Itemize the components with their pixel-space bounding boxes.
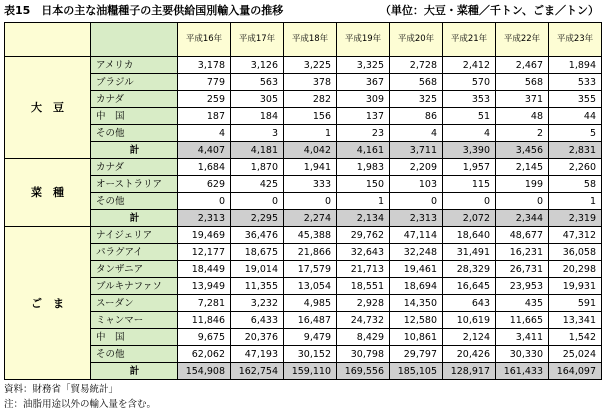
- value-cell: 3,325: [337, 57, 390, 74]
- value-cell: 629: [178, 176, 231, 193]
- table-row: [5, 346, 602, 363]
- total-value-cell: 4,181: [231, 142, 284, 159]
- value-cell: 21,713: [337, 261, 390, 278]
- value-cell: 9,675: [178, 329, 231, 346]
- value-cell: 199: [496, 176, 549, 193]
- value-cell: 0: [496, 193, 549, 210]
- country-cell: ブラジル: [91, 74, 178, 91]
- total-value-cell: 2,274: [284, 210, 337, 227]
- value-cell: 48,677: [496, 227, 549, 244]
- country-cell: ブルキナファソ: [91, 278, 178, 295]
- corner-cell-country: [91, 23, 178, 57]
- table-row: [5, 108, 602, 125]
- country-cell: スーダン: [91, 295, 178, 312]
- value-cell: 30,152: [284, 346, 337, 363]
- value-cell: 1: [284, 125, 337, 142]
- footnote: 注：油脂用途以外の輸入量を含む。: [4, 399, 157, 410]
- value-cell: 643: [443, 295, 496, 312]
- value-cell: 0: [231, 193, 284, 210]
- total-row: [5, 363, 602, 380]
- value-cell: 44: [549, 108, 602, 125]
- value-cell: 4: [443, 125, 496, 142]
- value-cell: 28,329: [443, 261, 496, 278]
- value-cell: 19,461: [390, 261, 443, 278]
- year-header: 平成18年: [284, 23, 337, 57]
- group-label: ご ま: [5, 227, 91, 380]
- value-cell: 16,231: [496, 244, 549, 261]
- value-cell: 563: [231, 74, 284, 91]
- total-value-cell: 169,556: [337, 363, 390, 380]
- value-cell: 26,731: [496, 261, 549, 278]
- value-cell: 378: [284, 74, 337, 91]
- value-cell: 1,542: [549, 329, 602, 346]
- value-cell: 13,054: [284, 278, 337, 295]
- value-cell: 31,491: [443, 244, 496, 261]
- value-cell: 367: [337, 74, 390, 91]
- value-cell: 570: [443, 74, 496, 91]
- year-header: 平成21年: [443, 23, 496, 57]
- table-row: [5, 295, 602, 312]
- value-cell: 11,665: [496, 312, 549, 329]
- value-cell: 184: [231, 108, 284, 125]
- value-cell: 309: [337, 91, 390, 108]
- table-row: [5, 125, 602, 142]
- value-cell: 3,126: [231, 57, 284, 74]
- country-cell: 中 国: [91, 329, 178, 346]
- total-value-cell: 3,711: [390, 142, 443, 159]
- value-cell: 18,449: [178, 261, 231, 278]
- value-cell: 4: [178, 125, 231, 142]
- value-cell: 19,469: [178, 227, 231, 244]
- table-row: [5, 176, 602, 193]
- header-row: [5, 23, 602, 57]
- value-cell: 355: [549, 91, 602, 108]
- total-value-cell: 2,319: [549, 210, 602, 227]
- value-cell: 2,145: [496, 159, 549, 176]
- corner-cell: [5, 23, 91, 57]
- total-row: [5, 210, 602, 227]
- table-row: [5, 261, 602, 278]
- total-label: 計: [91, 142, 178, 159]
- value-cell: 2,124: [443, 329, 496, 346]
- value-cell: 150: [337, 176, 390, 193]
- year-header: 平成16年: [178, 23, 231, 57]
- year-header: 平成17年: [231, 23, 284, 57]
- total-value-cell: 161,433: [496, 363, 549, 380]
- value-cell: 47,312: [549, 227, 602, 244]
- value-cell: 1: [337, 193, 390, 210]
- value-cell: 156: [284, 108, 337, 125]
- table-row: [5, 193, 602, 210]
- value-cell: 45,388: [284, 227, 337, 244]
- value-cell: 3,232: [231, 295, 284, 312]
- value-cell: 137: [337, 108, 390, 125]
- total-value-cell: 4,407: [178, 142, 231, 159]
- unit-note: （単位：大豆・菜種／千トン、ごま／トン）: [379, 4, 599, 17]
- value-cell: 13,949: [178, 278, 231, 295]
- country-cell: タンザニア: [91, 261, 178, 278]
- total-label: 計: [91, 210, 178, 227]
- value-cell: 2,728: [390, 57, 443, 74]
- value-cell: 29,762: [337, 227, 390, 244]
- country-cell: 中 国: [91, 108, 178, 125]
- value-cell: 2: [496, 125, 549, 142]
- total-value-cell: 4,042: [284, 142, 337, 159]
- value-cell: 21,866: [284, 244, 337, 261]
- value-cell: 533: [549, 74, 602, 91]
- total-value-cell: 2,313: [390, 210, 443, 227]
- year-header: 平成23年: [549, 23, 602, 57]
- value-cell: 0: [284, 193, 337, 210]
- country-cell: その他: [91, 346, 178, 363]
- value-cell: 18,551: [337, 278, 390, 295]
- total-value-cell: 2,344: [496, 210, 549, 227]
- value-cell: 435: [496, 295, 549, 312]
- total-value-cell: 164,097: [549, 363, 602, 380]
- table-notes: [4, 382, 156, 412]
- value-cell: 10,861: [390, 329, 443, 346]
- table-row: [5, 57, 602, 74]
- table-row: [5, 74, 602, 91]
- total-value-cell: 2,134: [337, 210, 390, 227]
- value-cell: 115: [443, 176, 496, 193]
- table-row: [5, 312, 602, 329]
- value-cell: 86: [390, 108, 443, 125]
- value-cell: 19,014: [231, 261, 284, 278]
- table-row: [5, 91, 602, 108]
- source-note: 資料：財務省「貿易統計」: [4, 384, 119, 395]
- value-cell: 103: [390, 176, 443, 193]
- value-cell: 13,341: [549, 312, 602, 329]
- table-row: [5, 159, 602, 176]
- value-cell: 16,645: [443, 278, 496, 295]
- value-cell: 1,684: [178, 159, 231, 176]
- value-cell: 32,643: [337, 244, 390, 261]
- value-cell: 11,355: [231, 278, 284, 295]
- total-value-cell: 159,110: [284, 363, 337, 380]
- value-cell: 20,298: [549, 261, 602, 278]
- value-cell: 568: [390, 74, 443, 91]
- value-cell: 1,870: [231, 159, 284, 176]
- value-cell: 36,476: [231, 227, 284, 244]
- value-cell: 51: [443, 108, 496, 125]
- value-cell: 3,411: [496, 329, 549, 346]
- value-cell: 18,640: [443, 227, 496, 244]
- value-cell: 47,193: [231, 346, 284, 363]
- value-cell: 4,985: [284, 295, 337, 312]
- value-cell: 12,580: [390, 312, 443, 329]
- value-cell: 425: [231, 176, 284, 193]
- value-cell: 2,209: [390, 159, 443, 176]
- total-value-cell: 4,161: [337, 142, 390, 159]
- country-cell: その他: [91, 193, 178, 210]
- value-cell: 1,894: [549, 57, 602, 74]
- value-cell: 2,467: [496, 57, 549, 74]
- value-cell: 0: [443, 193, 496, 210]
- value-cell: 47,114: [390, 227, 443, 244]
- total-row: [5, 142, 602, 159]
- table-row: [5, 227, 602, 244]
- value-cell: 16,487: [284, 312, 337, 329]
- value-cell: 3: [231, 125, 284, 142]
- value-cell: 305: [231, 91, 284, 108]
- value-cell: 2,260: [549, 159, 602, 176]
- value-cell: 30,798: [337, 346, 390, 363]
- value-cell: 23: [337, 125, 390, 142]
- country-cell: カナダ: [91, 91, 178, 108]
- country-cell: ナイジェリア: [91, 227, 178, 244]
- value-cell: 30,330: [496, 346, 549, 363]
- value-cell: 25,024: [549, 346, 602, 363]
- country-cell: パラグアイ: [91, 244, 178, 261]
- table-row: [5, 278, 602, 295]
- value-cell: 5: [549, 125, 602, 142]
- table-row: [5, 329, 602, 346]
- total-value-cell: 2,295: [231, 210, 284, 227]
- total-value-cell: 162,754: [231, 363, 284, 380]
- country-cell: その他: [91, 125, 178, 142]
- value-cell: 1,983: [337, 159, 390, 176]
- value-cell: 3,178: [178, 57, 231, 74]
- value-cell: 9,479: [284, 329, 337, 346]
- country-cell: アメリカ: [91, 57, 178, 74]
- value-cell: 58: [549, 176, 602, 193]
- total-value-cell: 3,390: [443, 142, 496, 159]
- value-cell: 7,281: [178, 295, 231, 312]
- total-value-cell: 185,105: [390, 363, 443, 380]
- value-cell: 48: [496, 108, 549, 125]
- year-header: 平成22年: [496, 23, 549, 57]
- value-cell: 10,619: [443, 312, 496, 329]
- total-label: 計: [91, 363, 178, 380]
- value-cell: 187: [178, 108, 231, 125]
- value-cell: 353: [443, 91, 496, 108]
- country-cell: カナダ: [91, 159, 178, 176]
- value-cell: 20,376: [231, 329, 284, 346]
- country-cell: オーストラリア: [91, 176, 178, 193]
- value-cell: 29,797: [390, 346, 443, 363]
- value-cell: 0: [178, 193, 231, 210]
- value-cell: 20,426: [443, 346, 496, 363]
- value-cell: 1,957: [443, 159, 496, 176]
- value-cell: 18,694: [390, 278, 443, 295]
- import-volume-table: [4, 22, 602, 380]
- country-cell: ミャンマー: [91, 312, 178, 329]
- value-cell: 259: [178, 91, 231, 108]
- value-cell: 12,177: [178, 244, 231, 261]
- value-cell: 591: [549, 295, 602, 312]
- group-label: 大 豆: [5, 57, 91, 159]
- value-cell: 17,579: [284, 261, 337, 278]
- value-cell: 1: [549, 193, 602, 210]
- value-cell: 2,412: [443, 57, 496, 74]
- total-value-cell: 154,908: [178, 363, 231, 380]
- year-header: 平成19年: [337, 23, 390, 57]
- value-cell: 0: [390, 193, 443, 210]
- total-value-cell: 2,072: [443, 210, 496, 227]
- value-cell: 4: [390, 125, 443, 142]
- value-cell: 8,429: [337, 329, 390, 346]
- value-cell: 568: [496, 74, 549, 91]
- value-cell: 325: [390, 91, 443, 108]
- title-text: 表15 日本の主な油糧種子の主要供給国別輸入量の推移: [4, 4, 284, 17]
- value-cell: 371: [496, 91, 549, 108]
- table-row: [5, 244, 602, 261]
- value-cell: 23,953: [496, 278, 549, 295]
- table-title: [4, 3, 601, 19]
- value-cell: 62,062: [178, 346, 231, 363]
- total-value-cell: 3,456: [496, 142, 549, 159]
- value-cell: 14,350: [390, 295, 443, 312]
- total-value-cell: 2,313: [178, 210, 231, 227]
- value-cell: 779: [178, 74, 231, 91]
- total-value-cell: 2,831: [549, 142, 602, 159]
- value-cell: 1,941: [284, 159, 337, 176]
- value-cell: 6,433: [231, 312, 284, 329]
- value-cell: 282: [284, 91, 337, 108]
- value-cell: 24,732: [337, 312, 390, 329]
- value-cell: 18,675: [231, 244, 284, 261]
- value-cell: 3,225: [284, 57, 337, 74]
- value-cell: 2,928: [337, 295, 390, 312]
- value-cell: 333: [284, 176, 337, 193]
- group-label: 菜 種: [5, 159, 91, 227]
- year-header: 平成20年: [390, 23, 443, 57]
- value-cell: 36,058: [549, 244, 602, 261]
- total-value-cell: 128,917: [443, 363, 496, 380]
- value-cell: 19,931: [549, 278, 602, 295]
- value-cell: 11,846: [178, 312, 231, 329]
- value-cell: 32,248: [390, 244, 443, 261]
